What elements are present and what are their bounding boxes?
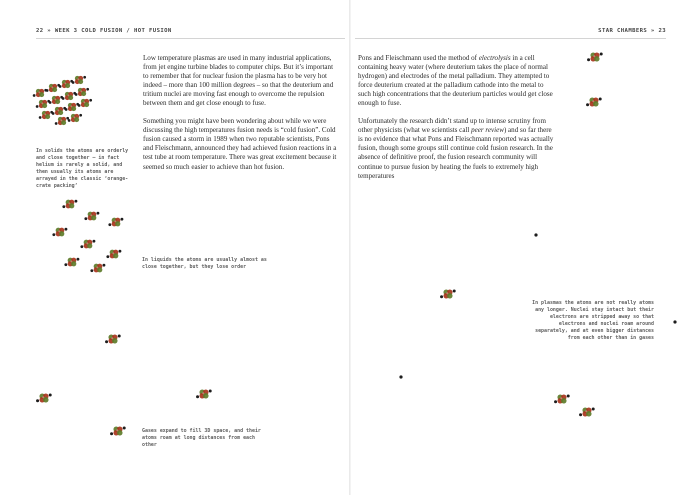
free-electron-icon (534, 233, 537, 236)
left-paragraph-1: Low temperature plasmas are used in many industrial applications, from jet engine turbine blades to computer chips. But it’s important to remember that for nuclear fusion the plasma has to be very hot indeed – more than 100 million degrees – so that the deuterium and tritium nuclei are moving fast enough to overcome the repulsion between them and get close enough to fuse. (143, 54, 334, 108)
helium-atom-icon (587, 52, 603, 61)
helium-atom-icon (62, 200, 77, 209)
helium-atom-icon (440, 289, 456, 298)
left-running-header: 22 » WEEK 3 COLD FUSION / HOT FUSION (36, 28, 172, 34)
right-paragraph-2 (358, 117, 554, 180)
helium-atom-icon (105, 334, 121, 343)
right-paragraph-1 (358, 54, 554, 108)
helium-atom-icon (39, 111, 53, 119)
helium-atom-icon (75, 88, 89, 96)
free-electron-icon (673, 320, 676, 323)
helium-atom-icon (62, 92, 76, 100)
helium-atom-icon (52, 228, 67, 237)
helium-atom-icon (106, 250, 121, 259)
solid-caption: In solids the atoms are orderly and close together – in fact helium is rarely a solid, and then usually its atoms are arrayed in the classic ‘orange-crate packing’ (36, 148, 129, 190)
plasma-caption: In plasmas the atoms are not really atoms any longer. Nuclei stay intact but their electrons are stripped away so that electrons and nuclei roam around separately, and at even bigger distances from each other than in gases (532, 300, 654, 342)
right-paragraph-1-end: in a cell containing heavy water (where deuterium takes the place of normal hydrogen) and electrodes of the metal palladium. They attempted to force deuterium created at the palladium cathode into the metal to such high concentrations that the deuterium particles would get close enough to fuse. (358, 54, 553, 108)
helium-atom-icon (110, 426, 126, 435)
helium-atom-icon (554, 394, 570, 403)
helium-atom-icon (65, 103, 79, 111)
helium-atom-icon (108, 218, 123, 227)
helium-atom-icon (90, 264, 105, 273)
free-electron-icon (399, 375, 402, 378)
solid-atoms-illustration (33, 76, 92, 125)
left-body-column (143, 54, 339, 172)
right-paragraph-1-start: Pons and Fleischmann used the method of (358, 54, 479, 62)
right-running-header: STAR CHAMBERS » 23 (598, 28, 666, 34)
right-body-column (358, 54, 554, 181)
left-page (0, 0, 349, 495)
helium-atom-icon (196, 389, 212, 398)
helium-atom-icon (64, 258, 79, 267)
helium-atom-icon (72, 76, 86, 84)
right-paragraph-2-start: Unfortunately the research didn’t stand up to intense scrutiny from other physicists (what we scientists call (358, 117, 546, 135)
helium-atom-icon (80, 240, 95, 249)
helium-atom-icon (84, 212, 99, 221)
helium-atom-icon (49, 96, 63, 104)
right-paragraph-2-end: ) and so far there is no evidence that what Pons and Fleischmann reported was actually fusion, though some groups still continue cold fusion research. In the absence of definitive proof, the fusion research community will continue to pursue fusion by heating the fuels to extremely high temperatures (358, 126, 554, 180)
gas-atoms-illustration (36, 334, 212, 435)
electrolysis-term: electrolysis (478, 54, 511, 62)
helium-atom-icon (36, 393, 52, 402)
liquid-atoms-illustration (52, 200, 123, 273)
helium-atom-icon (586, 97, 602, 106)
helium-atom-icon (55, 117, 69, 125)
helium-atom-icon (33, 89, 47, 97)
helium-atom-icon (52, 107, 66, 115)
left-paragraph-2: Something you might have been wondering about while we were discussing the high temperatures fusion needs is “cold fusion”. Cold fusion caused a storm in 1989 when two reputable scientists, Pons and Fleischmann, announced they had achieved fusion reactions in a test tube at room temperature. There was great excitement because it seemed so much easier to achieve than hot fusion. (143, 117, 337, 171)
liquid-caption: In liquids the atoms are usually almost as close together, but they lose order (142, 257, 267, 271)
gas-caption: Gases expand to fill 3D space, and their atoms roam at long distances from each other (142, 428, 261, 449)
helium-atom-icon (68, 114, 82, 122)
right-page (351, 0, 700, 495)
helium-atom-icon (36, 100, 50, 108)
helium-atom-icon (46, 84, 60, 92)
helium-atom-icon (59, 80, 73, 88)
peer-review-term: peer review (471, 126, 504, 135)
helium-atom-icon (78, 99, 92, 107)
helium-atom-icon (579, 407, 595, 416)
